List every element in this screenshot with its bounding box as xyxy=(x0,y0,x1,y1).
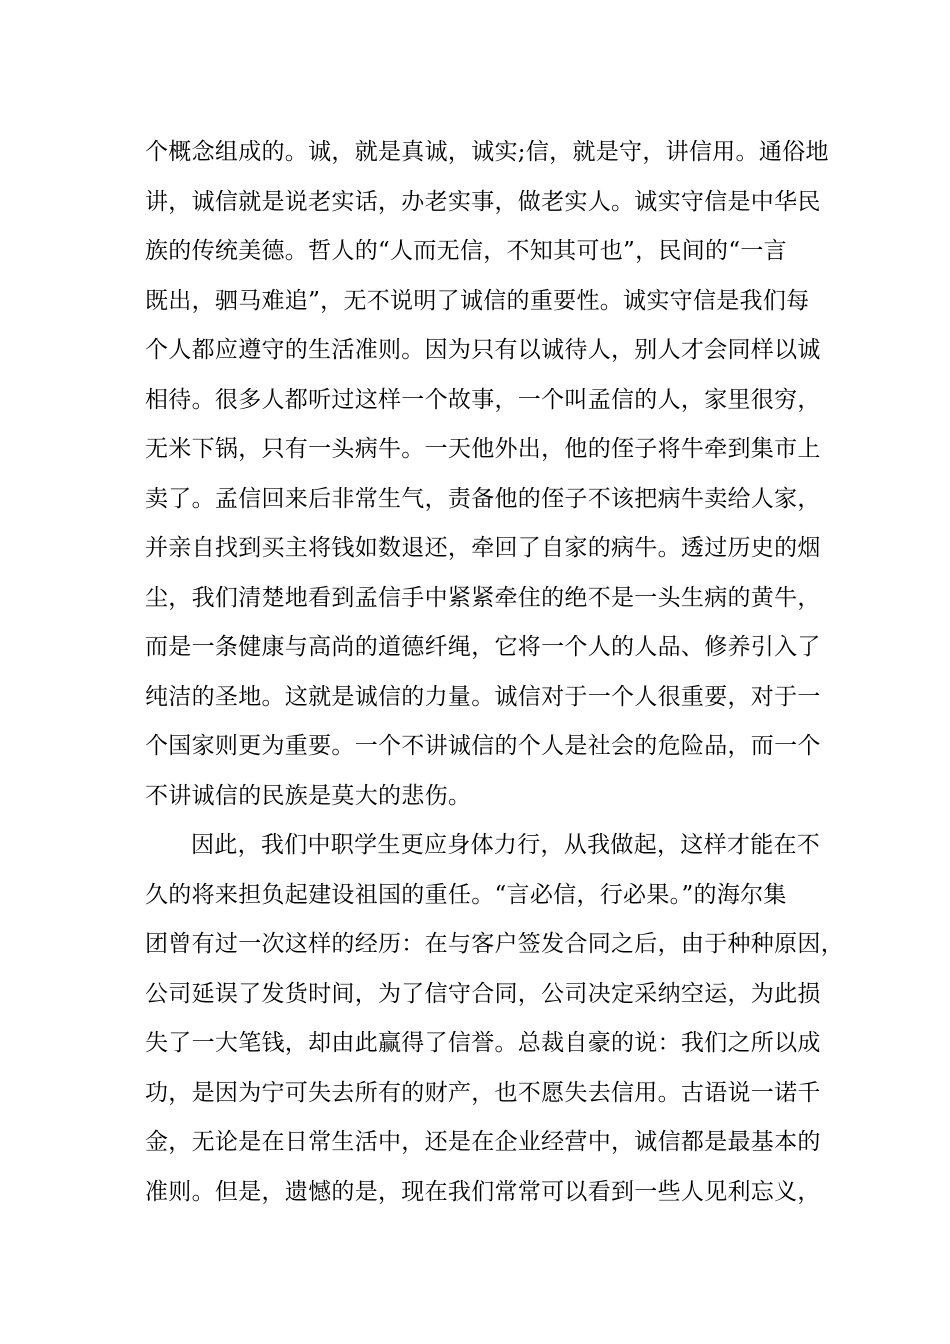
text-line: 金，无论是在日常生活中，还是在企业经营中，诚信都是最基本的 xyxy=(145,1129,821,1155)
text-line: 久的将来担负起建设祖国的重任。“言必信，行必果。”的海尔集 xyxy=(145,881,787,908)
text-line: 个人都应遵守的生活准则。因为只有以诚待人，别人才会同样以诚 xyxy=(145,337,821,363)
text-line: 纯洁的圣地。这就是诚信的力量。诚信对于一个人很重要，对于一 xyxy=(145,683,821,710)
text-line: 无米下锅，只有一头病牛。一天他外出，他的侄子将牛牵到集市上 xyxy=(145,436,821,462)
text-line: 因此，我们中职学生更应身体力行，从我做起，这样才能在不 xyxy=(191,832,821,858)
body-text xyxy=(145,128,845,1217)
paragraph-2 xyxy=(145,821,845,1217)
text-line: 卖了。孟信回来后非常生气，责备他的侄子不该把病牛卖给人家， xyxy=(145,485,821,512)
text-line: 个概念组成的。诚，就是真诚，诚实;信，就是守，讲信用。通俗地 xyxy=(145,139,829,165)
text-line: 团曾有过一次这样的经历：在与客户签发合同之后，由于种种原因， xyxy=(145,931,844,957)
text-line: 讲，诚信就是说老实话，办老实事，做老实人。诚实守信是中华民 xyxy=(145,188,821,215)
text-line: 失了一大笔钱，却由此赢得了信誉。总裁自豪的说：我们之所以成 xyxy=(145,1030,821,1056)
text-line: 并亲自找到买主将钱如数退还，牵回了自家的病牛。透过历史的烟 xyxy=(145,535,821,561)
text-line: 尘，我们清楚地看到孟信手中紧紧牵住的绝不是一头生病的黄牛， xyxy=(145,584,821,611)
text-line: 功，是因为宁可失去所有的财产，也不愿失去信用。古语说一诺千 xyxy=(145,1079,821,1106)
text-line: 公司延误了发货时间，为了信守合同，公司决定采纳空运，为此损 xyxy=(145,980,821,1007)
text-line: 准则。但是，遗憾的是，现在我们常常可以看到一些人见利忘义， xyxy=(145,1178,821,1205)
text-line: 族的传统美德。哲人的“人而无信，不知其可也”，民间的“一言 xyxy=(145,238,787,264)
text-line: 相待。很多人都听过这样一个故事，一个叫孟信的人，家里很穷， xyxy=(145,386,821,413)
text-line: 而是一条健康与高尚的道德纤绳，它将一个人的人品、修养引入了 xyxy=(145,634,821,660)
text-line: 个国家则更为重要。一个不讲诚信的个人是社会的危险品，而一个 xyxy=(145,733,821,759)
text-line: 不讲诚信的民族是莫大的悲伤。 xyxy=(145,782,472,809)
paragraph-1 xyxy=(145,128,845,821)
text-line: 既出，驷马难追”，无不说明了诚信的重要性。诚实守信是我们每 xyxy=(145,287,810,314)
